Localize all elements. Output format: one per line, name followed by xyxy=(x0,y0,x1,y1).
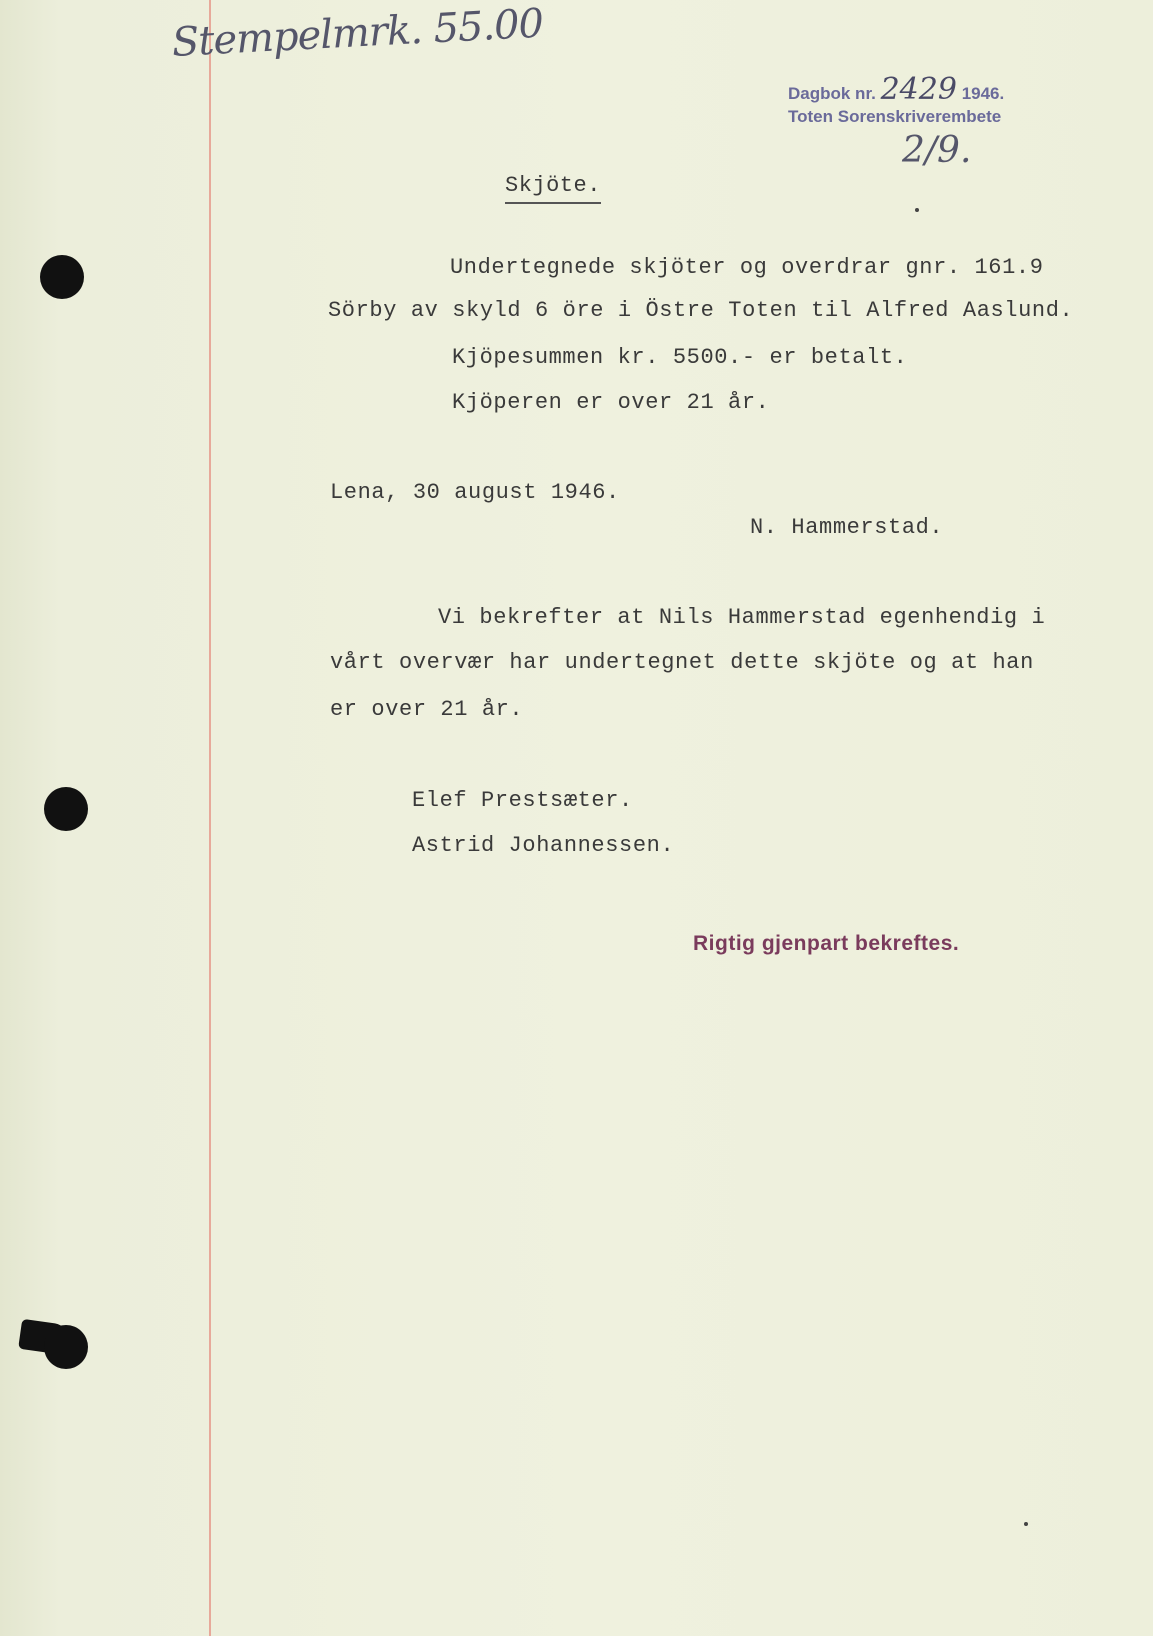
received-date: 2/9. xyxy=(902,130,972,171)
body-line: Kjöperen er over 21 år. xyxy=(452,390,770,415)
witness-line: er over 21 år. xyxy=(330,697,524,722)
signature: N. Hammerstad. xyxy=(750,515,944,540)
dagbok-number: 2429 xyxy=(880,72,957,107)
witness-line: Vi bekrefter at Nils Hammerstad egenhendig i xyxy=(438,605,1046,630)
dagbok-label: Dagbok nr. xyxy=(788,84,876,103)
punch-hole-icon xyxy=(44,787,88,831)
punch-hole-icon xyxy=(40,255,84,299)
dagbok-stamp xyxy=(788,72,1005,128)
witness-name: Astrid Johannessen. xyxy=(412,833,675,858)
body-line: Kjöpesummen kr. 5500.- er betalt. xyxy=(452,345,908,370)
body-line: Sörby av skyld 6 öre i Östre Toten til Alfred Aaslund. xyxy=(328,298,1074,323)
ink-dot xyxy=(1024,1522,1028,1526)
punch-hole-icon xyxy=(44,1325,88,1369)
certification-stamp: Rigtig gjenpart bekreftes. xyxy=(693,932,960,955)
witness-line: vårt overvær har undertegnet dette skjöte og at han xyxy=(330,650,1034,675)
ink-dot xyxy=(915,208,919,212)
fee-note: Stempelmrk. 55.00 xyxy=(170,0,545,66)
dagbok-year: 1946. xyxy=(961,84,1005,103)
place-date: Lena, 30 august 1946. xyxy=(330,480,620,505)
margin-line xyxy=(209,0,211,1636)
body-line: Undertegnede skjöter og overdrar gnr. 161.9 xyxy=(450,255,1044,280)
document-title: Skjöte. xyxy=(505,173,601,204)
office-name: Toten Sorenskriverembete xyxy=(788,107,1002,126)
witness-name: Elef Prestsæter. xyxy=(412,788,633,813)
